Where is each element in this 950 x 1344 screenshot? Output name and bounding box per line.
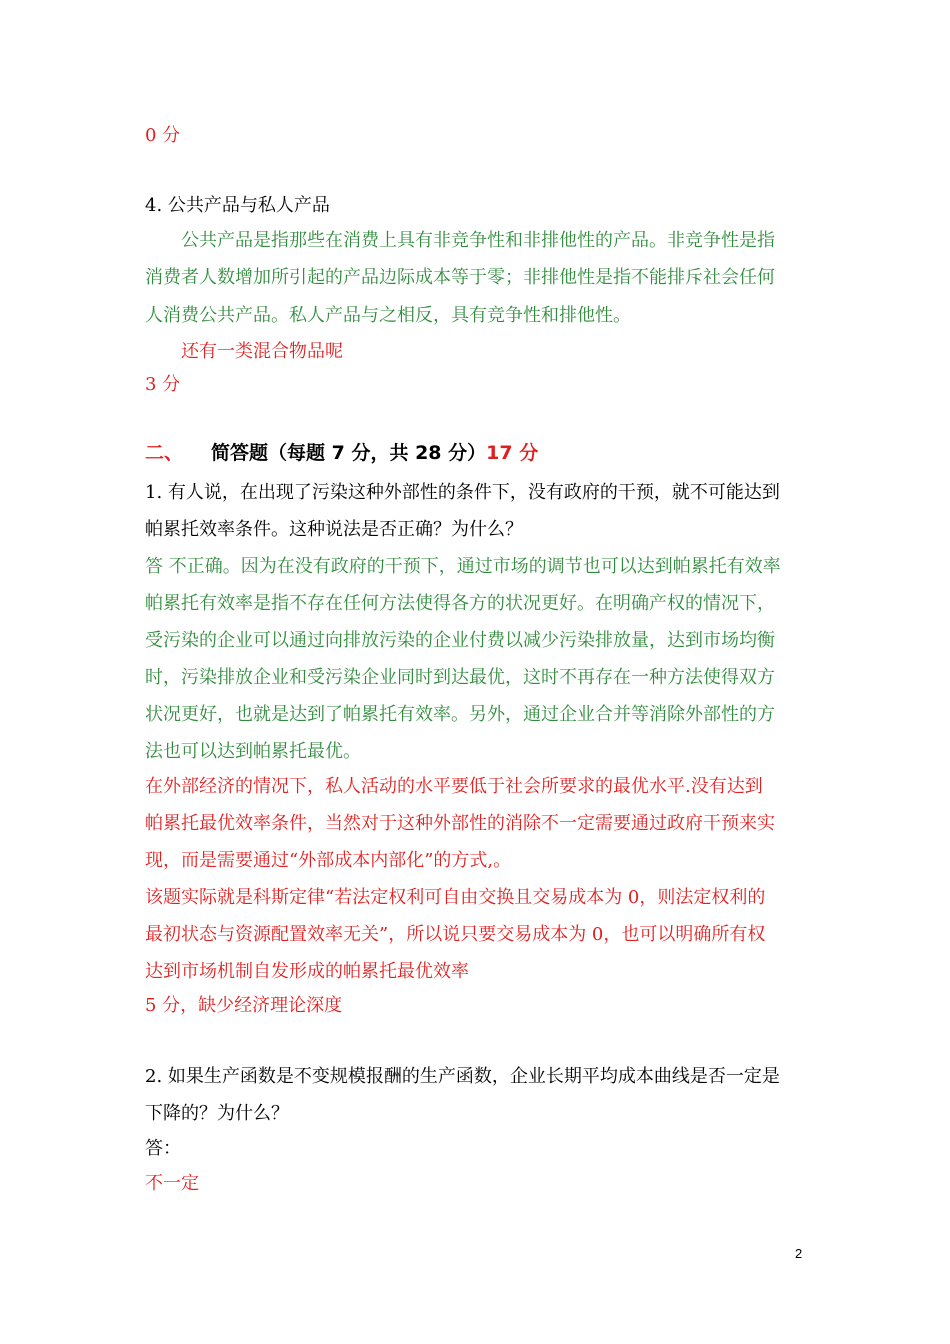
answer-line: 状况更好，也就是达到了帕累托有效率。另外，通过企业合并等消除外部性的方: [145, 704, 775, 725]
score-text: 0 分: [145, 125, 181, 146]
question-line: 1. 有人说，在出现了污染这种外部性的条件下，没有政府的干预，就不可能达到: [145, 482, 780, 503]
page-number: 2: [795, 1246, 803, 1261]
answer-line: 消费者人数增加所引起的产品边际成本等于零；非排他性是指不能排斥社会任何: [145, 267, 775, 288]
answer-label: 答：: [145, 1138, 181, 1159]
comment-line: 帕累托最优效率条件，当然对于这种外部性的消除不一定需要通过政府干预来实: [145, 813, 775, 834]
section-score: 17 分: [486, 442, 539, 464]
question-line: 下降的？为什么？: [145, 1103, 289, 1124]
comment-line: 在外部经济的情况下，私人活动的水平要低于社会所要求的最优水平.没有达到: [145, 776, 763, 797]
question-line: 2. 如果生产函数是不变规模报酬的生产函数，企业长期平均成本曲线是否一定是: [145, 1066, 780, 1087]
answer-line: 时，污染排放企业和受污染企业同时到达最优，这时不再存在一种方法使得双方: [145, 667, 775, 688]
answer-line: 法也可以达到帕累托最优。: [145, 741, 361, 762]
comment-line: 现，而是需要通过“外部成本内部化”的方式,。: [145, 850, 512, 871]
comment-line: 不一定: [145, 1173, 199, 1194]
question-title: 4. 公共产品与私人产品: [145, 195, 330, 216]
answer-line: 答 不正确。因为在没有政府的干预下，通过市场的调节也可以达到帕累托有效率: [145, 556, 781, 577]
comment-line: 还有一类混合物品呢: [181, 341, 343, 362]
section-title: 简答题（每题 7 分，共 28 分）: [211, 442, 487, 464]
score-text: 3 分: [145, 374, 181, 395]
answer-line: 帕累托有效率是指不存在任何方法使得各方的状况更好。在明确产权的情况下，: [145, 593, 775, 614]
comment-line: 最初状态与资源配置效率无关”，所以说只要交易成本为 0，也可以明确所有权: [145, 924, 766, 945]
answer-line: 公共产品是指那些在消费上具有非竞争性和非排他性的产品。非竞争性是指: [181, 230, 775, 251]
answer-line: 受污染的企业可以通过向排放污染的企业付费以减少污染排放量，达到市场均衡: [145, 630, 775, 651]
score-text: 5 分，缺少经济理论深度: [145, 995, 343, 1016]
section-number: 二、: [145, 442, 184, 464]
answer-line: 人消费公共产品。私人产品与之相反，具有竞争性和排他性。: [145, 305, 631, 326]
section-heading: [145, 441, 810, 465]
question-line: 帕累托效率条件。这种说法是否正确？为什么？: [145, 519, 523, 540]
comment-line: 该题实际就是科斯定律“若法定权利可自由交换且交易成本为 0，则法定权利的: [145, 887, 766, 908]
comment-line: 达到市场机制自发形成的帕累托最优效率: [145, 961, 469, 982]
